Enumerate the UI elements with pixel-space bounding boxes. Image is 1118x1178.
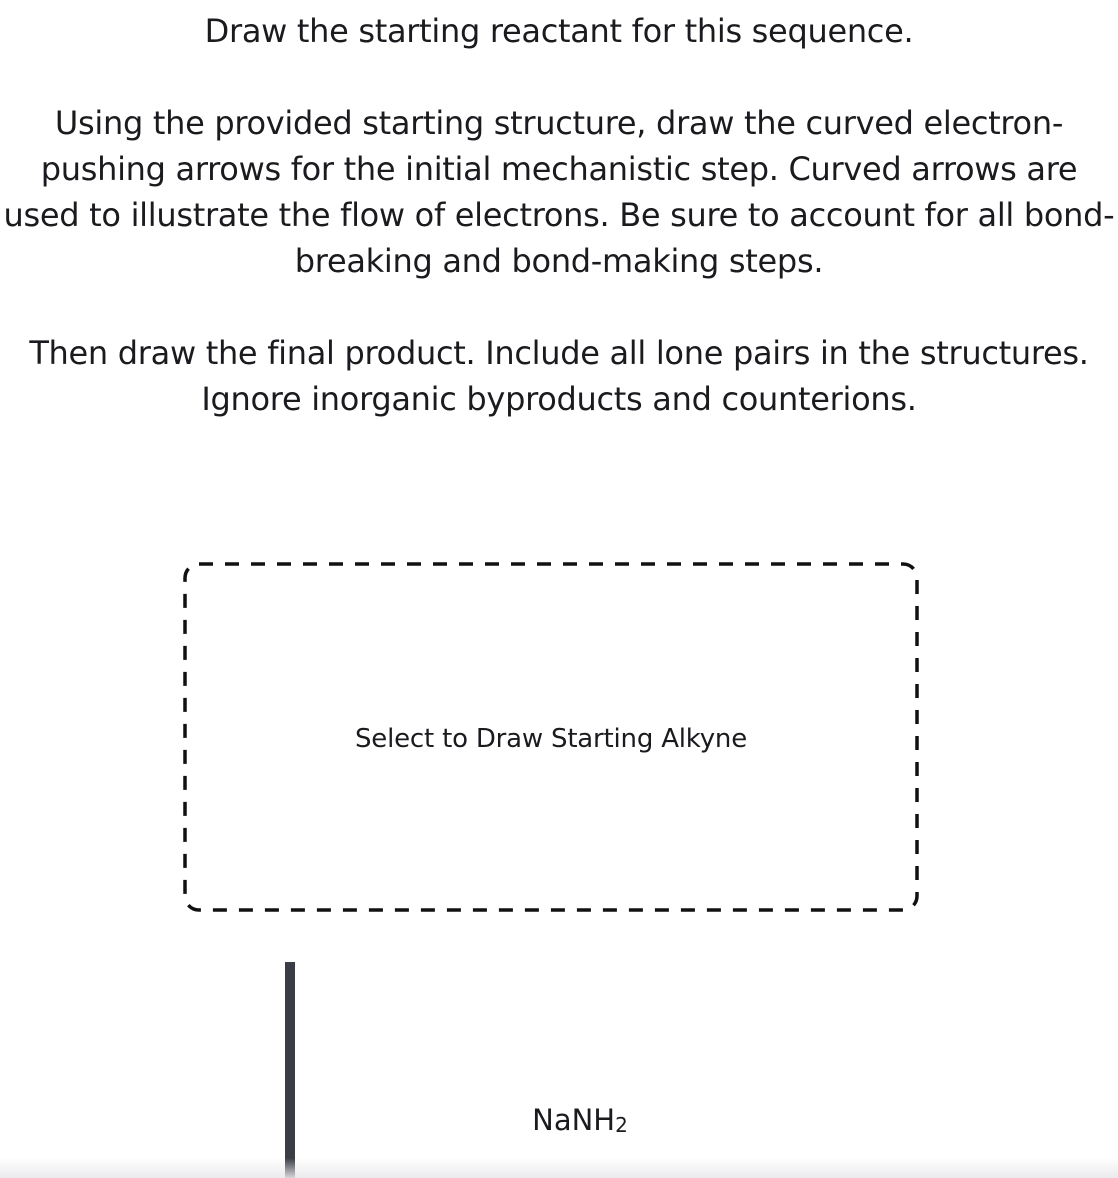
reagent-subscript: 2 bbox=[615, 1113, 628, 1137]
instruction-mechanism: Using the provided starting structure, draw the curved electron-pushing arrows for the initial mechanistic step. Curved arrows are used to illustrate the flow of electrons. Be sure to account for all bond-breaking and bond-making steps. bbox=[3, 104, 1115, 280]
instruction-title: Draw the starting reactant for this sequence. bbox=[204, 12, 914, 50]
reaction-arrow-shaft bbox=[285, 962, 295, 1178]
reagent-label bbox=[480, 1100, 680, 1145]
instruction-product: Then draw the final product. Include all lone pairs in the structures. Ignore inorganic byproducts and counterions. bbox=[29, 334, 1089, 418]
draw-box-label: Select to Draw Starting Alkyne bbox=[355, 724, 747, 754]
instructions bbox=[0, 8, 1118, 422]
reagent-base: NaNH bbox=[532, 1103, 616, 1137]
draw-starting-alkyne-box[interactable] bbox=[183, 562, 919, 912]
bottom-fade bbox=[0, 1158, 1118, 1178]
